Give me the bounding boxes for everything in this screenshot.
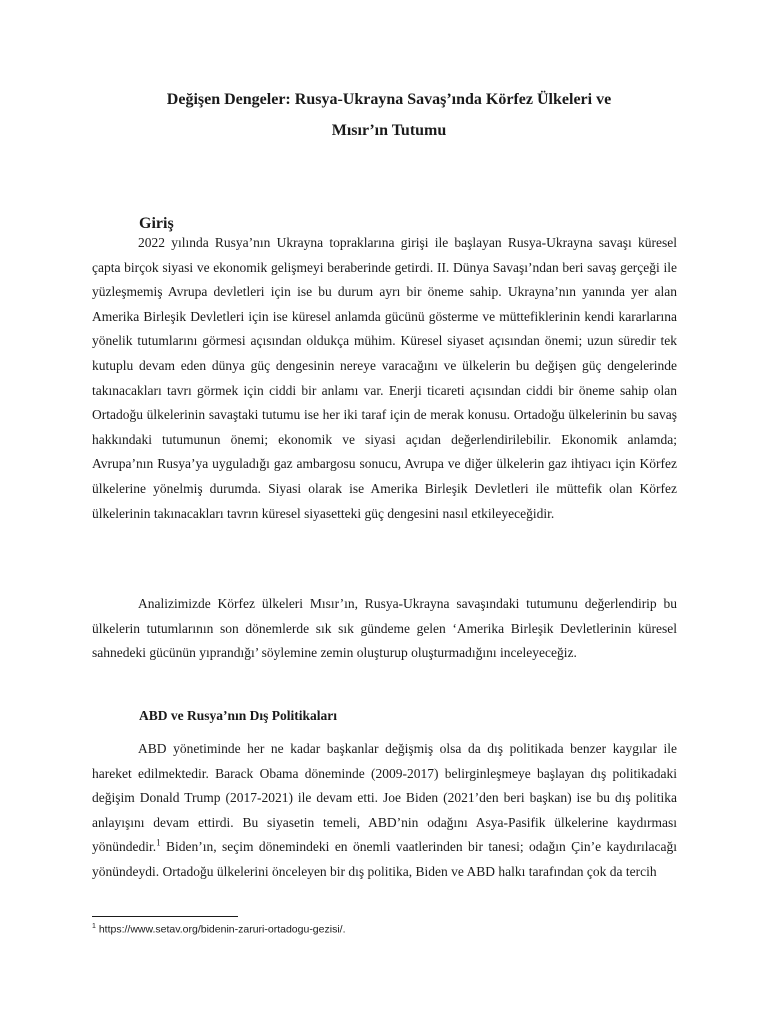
footnote-divider [92, 916, 238, 917]
section-heading-abd: ABD ve Rusya’nın Dış Politikaları [139, 708, 338, 723]
footnote-number: 1 [92, 923, 96, 930]
document-title [92, 84, 686, 146]
footnote [92, 920, 346, 937]
paragraph-abd-1-text-b: Biden’ın, seçim dönemindeki en önemli vaatlerinden bir tanesi; odağın Çin’e kaydırılacağı yönündeydi. Ortadoğu ülkelerini önceleyen bir dış politika, Biden ve ABD halkı tarafından çok da tercih [92, 839, 677, 879]
paragraph-intro-2-text: Analizimizde Körfez ülkeleri Mısır’ın, Rusya-Ukrayna savaşındaki tutumunu değerlendirip bu ülkelerin tutumlarının son dönemlerde sık sık gündeme gelen ‘Amerika Birleşik Devletlerinin küresel sahnedeki gücünün yıprandığı’ söylemine zemin oluşturup oluşturmadığını inceleyeceğiz. [92, 596, 677, 661]
paragraph-abd-1 [92, 737, 677, 885]
paragraph-intro-1-text: 2022 yılında Rusya’nın Ukrayna topraklarına girişi ile başlayan Rusya-Ukrayna savaşı küresel çapta birçok siyasi ve ekonomik gelişmeyi beraberinde getirdi. II. Dünya Savaşı’ndan beri savaş gerçeği ile yüzleşmemiş Avrupa devletleri için ise bu durum ayrı bir öneme sahip. Ukrayna’nın yanında yer alan Amerika Birleşik Devletleri için ise küresel anlamda gücünü gösterme ve müttefiklerinin kendi kararlarına yönelik tutumlarını görmesi açısından oldukça mühim. Küresel siyaset açısından önemi; uzun süredir tek kutuplu devam eden dünya güç dengesinin nereye varacağını ve ülkelerin bu değişen güç dengelerinde takınacakları tavrı görmek için ciddi bir anlamı var. Enerji ticareti açısından ciddi bir öneme sahip olan Ortadoğu ülkelerinin savaştaki tutumu ise her iki taraf için de merak konusu. Ortadoğu ülkelerinin bu savaş hakkındaki tutumunun önemi; ekonomik ve siyasi açıdan değerlendirilebilir. Ekonomik anlamda; Avrupa’nın Rusya’ya uyguladığı gaz ambargosu sonucu, Avrupa ve diğer ülkelerin gaz ihtiyacı için Körfez ülkelerine yönelmiş durumda. Siyasi olarak ise Amerika Birleşik Devletleri ile müttefik olan Körfez ülkelerinin takınacakları tavrın küresel siyasetteki güç dengesini nasıl etkileyeceğidir. [92, 235, 677, 521]
footnote-link[interactable]: https://www.setav.org/bidenin-zaruri-ortadogu-gezisi/. [95, 923, 346, 936]
title-line-2: Mısır’ın Tutumu [331, 122, 447, 139]
title-line-1: Değişen Dengeler: Rusya-Ukrayna Savaş’ında Körfez Ülkeleri ve [166, 91, 612, 108]
paragraph-abd-1-text-a: ABD yönetiminde her ne kadar başkanlar değişmiş olsa da dış politikada benzer kaygılar ile hareket edilmektedir. Barack Obama döneminde (2009-2017) belirginleşmeye başlayan dış politikadaki değişim Donald Trump (2017-2021) ile devam etti. Joe Biden (2021’den beri başkan) ise bu dış politika anlayışını devam ettirdi. Bu siyasetin temeli, ABD’nin odağını Asya-Pasifik ülkelerine kaydırması yönündedir. [92, 741, 677, 855]
section-heading-intro: Giriş [139, 215, 174, 232]
paragraph-intro-1 [92, 231, 677, 526]
footnote-reference[interactable]: 1 [156, 837, 161, 848]
paragraph-intro-2 [92, 592, 677, 666]
